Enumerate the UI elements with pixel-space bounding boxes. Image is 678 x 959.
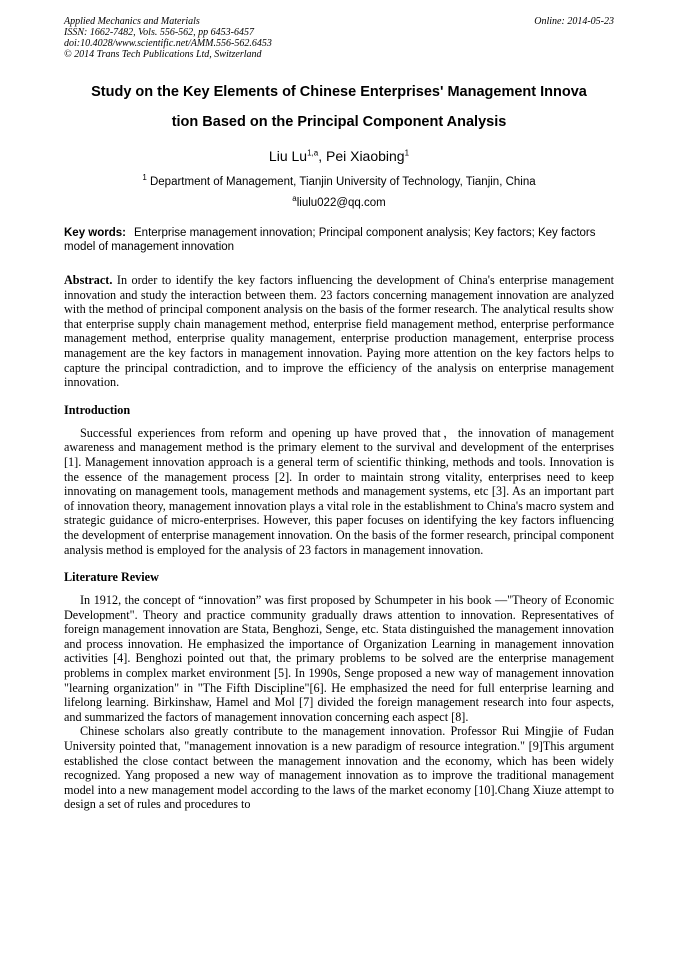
paper-title	[64, 77, 614, 137]
abstract-text: In order to identify the key factors influencing the development of China's enterprise management innovation and study the interaction between them. 23 factors concerning management innovation are analyzed with the method of principal component analysis on the basis of the former research. The analytical results show that enterprise supply chain management method, enterprise field management method, enterprise performance management method, enterprise quality management, enterprise production management, enterprise process management are the key factors in management innovation. Paying more attention on the key factors helps to capture the principal contradiction, and to improve the efficiency of the analysis on enterprise management innovation.	[64, 273, 614, 390]
abstract-block	[64, 273, 614, 390]
doi-line: doi:10.4028/www.scientific.net/AMM.556-562.6453	[64, 38, 272, 49]
affiliation-text: Department of Management, Tianjin University of Technology, Tianjin, China	[146, 176, 536, 188]
affiliation-mark: 1	[142, 173, 147, 183]
author-list	[64, 147, 614, 165]
body-paragraph: In 1912, the concept of “innovation” was first proposed by Schumpeter in his book —"Theory of Economic Development". Theory and practice community gradually draws attention to innovation. Representatives of foreign management innovation are Stata, Benghozi, Senge, etc. Stata distinguished the management innovation and process innovation. He emphasized the importance of Organization Learning in management innovation activities [4]. Benghozi pointed out that, the primary problems to be solved are the enterprise management problems in complex market environment [5]. In 1990s, Senge proposed a new way of management innovation "learning organization" in "The Fifth Discipline"[6]. He emphasized the need for full enterprise learning and lifelong learning. Birkinshaw, Hamel and Mol [7] divided the foreign management research into four aspects, and summarized the factors of management innovation concerning each aspect [8].	[64, 593, 614, 724]
author-affil-mark: 1,a	[307, 148, 319, 158]
section-heading-literature-review: Literature Review	[64, 570, 159, 585]
title-line-2: tion Based on the Principal Component Analysis	[171, 114, 507, 130]
section-heading-introduction: Introduction	[64, 402, 131, 417]
journal-name: Applied Mechanics and Materials	[64, 16, 200, 27]
body-paragraph: Successful experiences from reform and opening up have proved that，the innovation of management awareness and management method is the primary element to the survival and development of the enterprises [1]. Management innovation approach is a general term of scientific thinking, methods and tools. Innovation is the essence of the management process [2]. In order to maintain strong vitality, enterprises need to keep innovating on management tools, management methods and management systems, etc [3]. As an important part of innovation theory, management innovation plays a vital role in the establishment to China's macro system and strategic guidance of micro-enterprises. However, this paper focuses on identifying the key factors influencing the development of enterprise management innovation. On the basis of the former research, principal component analysis method is employed for the analysis of 23 factors in management innovation.	[64, 425, 614, 557]
paper-page	[64, 16, 614, 812]
keywords-label: Key words:	[64, 227, 126, 239]
keywords-text: Enterprise management innovation; Principal component analysis; Key factors; Key factors model of management innovation	[64, 227, 596, 253]
author-email	[64, 196, 614, 210]
journal-header	[64, 16, 614, 60]
author-separator: ,	[318, 148, 326, 164]
affiliation	[64, 175, 614, 189]
title-line-1: Study on the Key Elements of Chinese Enterprises' Management Innova	[91, 84, 587, 100]
author-name: Liu Lu	[268, 148, 308, 164]
copyright-line: © 2014 Trans Tech Publications Ltd, Switzerland	[64, 49, 262, 60]
issn-line: ISSN: 1662-7482, Vols. 556-562, pp 6453-6457	[64, 27, 254, 38]
author-name: Pei Xiaobing	[325, 148, 405, 164]
email-mark: a	[292, 194, 297, 204]
keywords-block	[64, 227, 614, 254]
author-affil-mark: 1	[404, 148, 410, 158]
email-address[interactable]: liulu022@qq.com	[296, 197, 386, 209]
online-date: Online: 2014-05-23	[534, 16, 614, 27]
body-paragraph: Chinese scholars also greatly contribute to the management innovation. Professor Rui Mingjie of Fudan University pointed that, "management innovation is a new paradigm of resource integration." [9]This argument established the close contact between the management innovation and the economy, which has been widely recognized. Yang proposed a new way of management innovation as to improve the traditional management model into a new management model according to the laws of the market economy [10].Chang Xiuze attempt to design a set of rules and procedures to	[64, 724, 614, 812]
abstract-label: Abstract.	[64, 273, 113, 287]
